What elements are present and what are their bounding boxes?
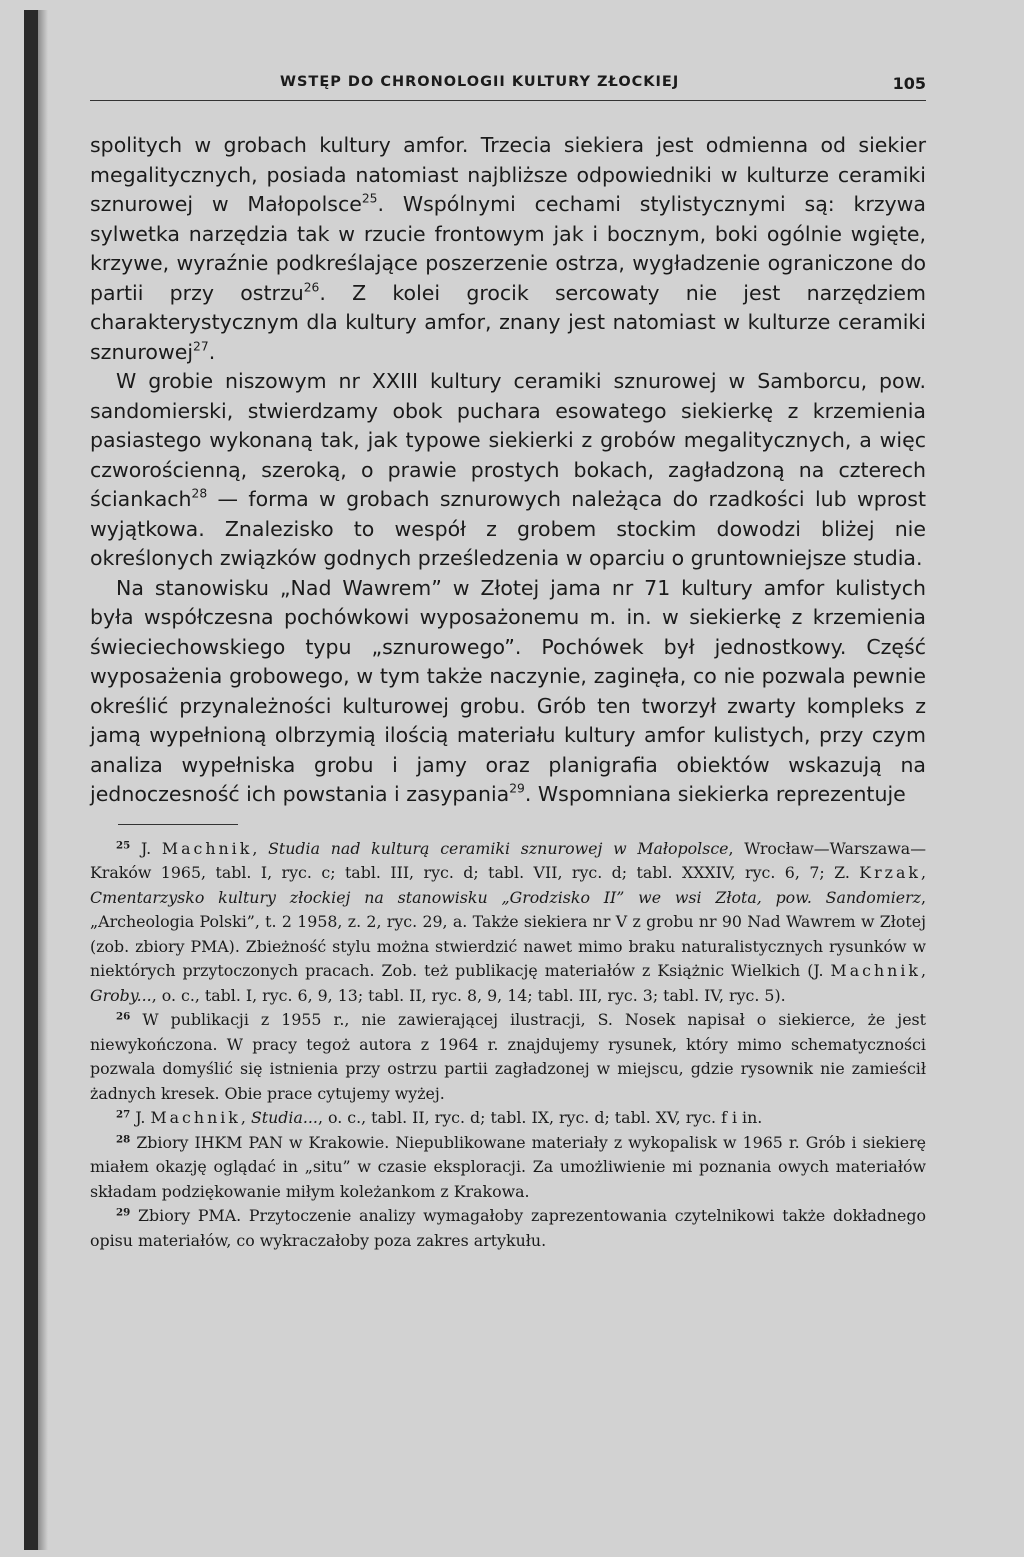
running-header [90, 70, 926, 101]
footnote-text: , [252, 838, 269, 858]
footnote-text: J. [130, 838, 162, 858]
footnote-ref: 27 [193, 338, 209, 353]
footnote-text: W publikacji z 1955 r., nie zawierającej ilustracji, S. Nosek napisał o siekierce, że jest niewykończona. W pracy tegoż autora z 1964 r. znajdujemy rysunek, który mimo schematyczności pozwala domyślić się istnienia przy ostrzu partii zagładzonej w miejscu, gdzie rysownik nie zamieścił żadnych kresek. Obie prace cytujemy wyżej. [90, 1010, 926, 1103]
footnote-text: Zbiory IHKM PAN w Krakowie. Niepublikowane materiały z wykopalisk w 1965 r. Grób i siekierę miałem okazję oglądać in „situ” w czasie eksploracji. Za umożliwienie mi poznania owych materiałów składam podziękowanie miłym koleżankom z Krakowa. [90, 1132, 926, 1201]
footnote-26 [90, 1008, 926, 1106]
author-name: Machnik [830, 961, 921, 980]
page-number: 105 [892, 74, 926, 93]
work-title: Studia nad kulturą ceramiki sznurowej w Małopolsce [268, 838, 729, 858]
footnote-ref: 25 [361, 191, 378, 206]
footnote-text: , „Archeologia Polski”, t. 2 1958, z. 2, ryc. 29, a. Także siekiera nr V z grobu nr 90 Nad Wawrem w Złotej (zob. zbiory PMA). Zbieżność stylu można stwierdzić nawet mimo braku naturalistycznych rysunków w niektórych przytoczonych pracach. Zob. też publikację materiałów z Książnic Wielkich (J. [90, 887, 926, 980]
footnote-divider [118, 824, 238, 825]
footnote-text: Zbiory PMA. Przytoczenie analizy wymagałoby zaprezentowania czytelnikowi także dokładnego opisu materiałów, co wykraczałoby poza zakres artykułu. [90, 1206, 926, 1250]
footnote-number: 27 [116, 1108, 131, 1121]
author-name: Machnik [161, 838, 253, 858]
footnote-text: , o. c., tabl. I, ryc. 6, 9, 13; tabl. II, ryc. 8, 9, 14; tabl. III, ryc. 3; tabl. IV, ryc. 5). [151, 985, 786, 1005]
book-spine-shadow [24, 10, 38, 1550]
paragraph-text: Na stanowisku „Nad Wawrem” w Złotej jama nr 71 kultury amfor kulistych była współczesna pochówkowi wyposażonemu m. in. w siekierkę z krzemienia świeciechowskiego typu „sznurowego”. Pochówek był jednostkowy. Część wyposażenia grobowego, w tym także naczynie, zaginęła, co nie pozwala pewnie określić przynależności kulturowej grobu. Grób ten tworzył zwarty kompleks z jamą wypełnioną olbrzymią ilością materiału kultury amfor kulistych, przy czym analiza wypełniska grobu i jamy oraz planigrafia obiektów wskazują na jednoczesność ich powstania i zasypania [90, 575, 926, 806]
footnote-number: 26 [116, 1010, 131, 1023]
footnote-ref: 28 [191, 486, 208, 501]
footnote-number: 25 [116, 838, 131, 851]
footnote-number: 29 [116, 1206, 131, 1219]
paragraph-text: — forma w grobach sznurowych należąca do rzadkości lub wprost wyjątkowa. Znalezisko to wespół z grobem stockim dowodzi bliżej nie określonych związków godnych prześledzenia w oparciu o gruntowniejsze studia. [90, 487, 926, 570]
main-text [90, 131, 926, 810]
footnote-28 [90, 1131, 926, 1205]
paragraph-text: . Z kolei grocik sercowaty nie jest narzędziem charakterystycznym dla kultury amfor, znany jest natomiast w kulturze ceramiki sznurowej [90, 280, 926, 364]
paragraph-2 [90, 367, 926, 574]
footnote-text: , [920, 961, 926, 980]
paragraph-text: spolitych w grobach kultury amfor. Trzecia siekiera jest odmienna od siekier megalitycznych, posiada natomiast najbliższe odpowiedniki w kulturze ceramiki sznurowej w Małopolsce [90, 133, 926, 216]
running-title: WSTĘP DO CHRONOLOGII KULTURY ZŁOCKIEJ [280, 74, 680, 90]
footnote-text: , [240, 1108, 251, 1127]
footnote-ref: 26 [303, 279, 320, 294]
author-name: Machnik [150, 1108, 241, 1127]
paragraph-3 [90, 574, 926, 810]
footnote-ref: 29 [509, 781, 525, 796]
paragraph-text: . Wspomniana siekierka reprezentuje [524, 782, 906, 806]
footnote-25 [90, 837, 926, 1009]
footnote-number: 28 [116, 1132, 131, 1145]
footnote-text: J. [130, 1108, 151, 1127]
paragraph-1 [90, 131, 926, 367]
author-name: Krzak [859, 863, 921, 882]
work-title: Studia... [250, 1108, 318, 1127]
paragraph-text: . [208, 339, 216, 364]
footnote-27 [90, 1106, 926, 1131]
footnote-text: , [920, 863, 926, 882]
footnote-text: , o. c., tabl. II, ryc. d; tabl. IX, ryc. d; tabl. XV, ryc. f i in. [317, 1108, 763, 1127]
gutter-gradient [38, 10, 48, 1550]
footnotes [90, 837, 926, 1254]
footnote-text: , Wrocław—Warszawa—Kraków 1965, tabl. I, ryc. c; tabl. III, ryc. d; tabl. VII, ryc. d; tabl. XXXIV, ryc. 6, 7; Z. [90, 838, 927, 882]
paragraph-text: W grobie niszowym nr XXIII kultury ceramiki sznurowej w Samborcu, pow. sandomierski, stwierdzamy obok puchara esowatego siekierkę z krzemienia pasiastego wykonaną tak, jak typowe siekierki z grobów megalitycznych, a więc czworościenną, szeroką, o prawie prostych bokach, zagładzoną na czterech ściankach [90, 369, 926, 511]
footnote-29 [90, 1204, 926, 1253]
book-page [90, 70, 926, 1253]
work-title: Cmentarzysko kultury złockiej na stanowisku „Grodzisko II” we wsi Złota, pow. Sandomierz [90, 887, 921, 907]
work-title: Groby... [90, 985, 152, 1005]
paragraph-text: . Wspólnymi cechami stylistycznymi są: krzywa sylwetka narzędzia tak w rzucie frontowym jak i bocznym, boki ogólnie wgięte, krzywe, wyraźnie podkreślające poszerzenie ostrza, wygładzenie ograniczone do partii przy ostrzu [90, 192, 926, 305]
